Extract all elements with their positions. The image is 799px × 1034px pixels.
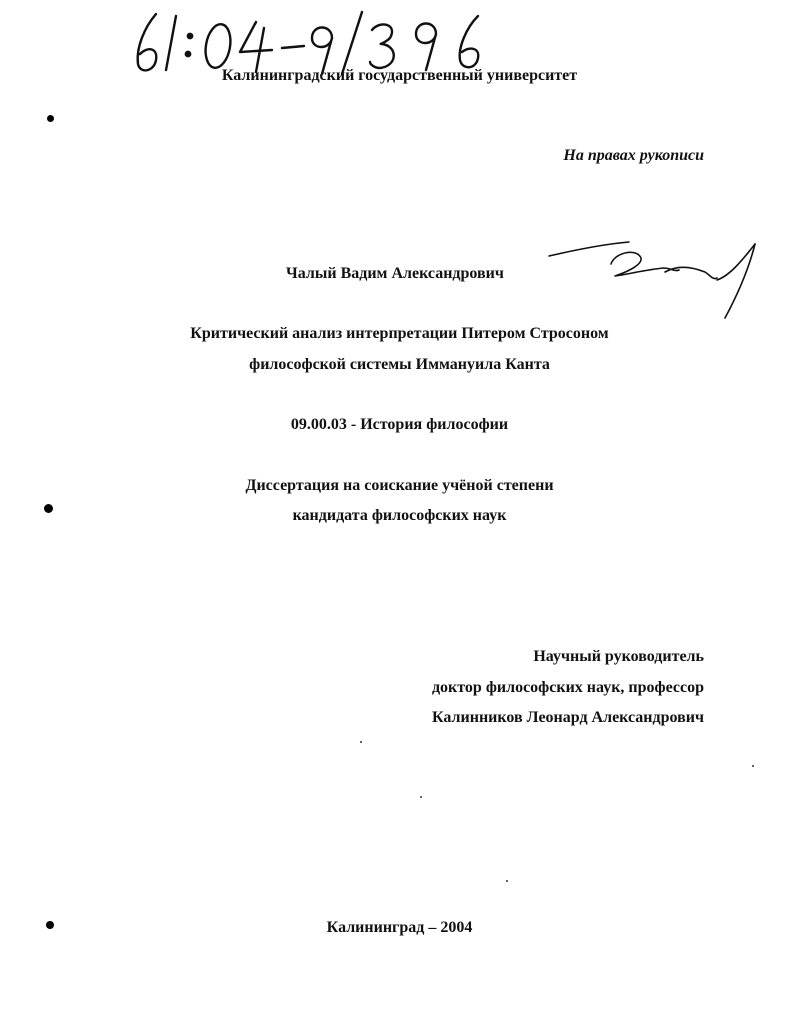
- scan-speck: [752, 765, 754, 767]
- degree-line-1: Диссертация на соискание учёной степени: [245, 477, 554, 494]
- supervisor-credentials: доктор философских наук, профессор: [431, 679, 704, 696]
- title-line-1: Критический анализ интерпретации Питером Стросоном: [190, 325, 609, 342]
- title-line-2: философской системы Иммануила Канта: [249, 356, 550, 373]
- author-signature: [545, 238, 765, 324]
- scan-mark: [44, 504, 53, 513]
- university-name: Калининградский государственный университет: [221, 67, 578, 84]
- supervisor-name: Калинников Леонард Александрович: [432, 709, 704, 726]
- scan-speck: [506, 880, 508, 882]
- city-year: Калининград – 2004: [326, 919, 473, 936]
- scan-speck: [360, 741, 362, 743]
- scan-speck: [420, 796, 422, 798]
- supervisor-role: Научный руководитель: [533, 648, 704, 665]
- scan-mark: [47, 115, 54, 122]
- author-name: Чалый Вадим Александрович: [286, 265, 504, 282]
- degree-line-2: кандидата философских наук: [292, 507, 507, 524]
- specialty-code: 09.00.03 - История философии: [290, 416, 509, 433]
- scan-mark: [46, 921, 54, 929]
- manuscript-note: На правах рукописи: [563, 147, 704, 164]
